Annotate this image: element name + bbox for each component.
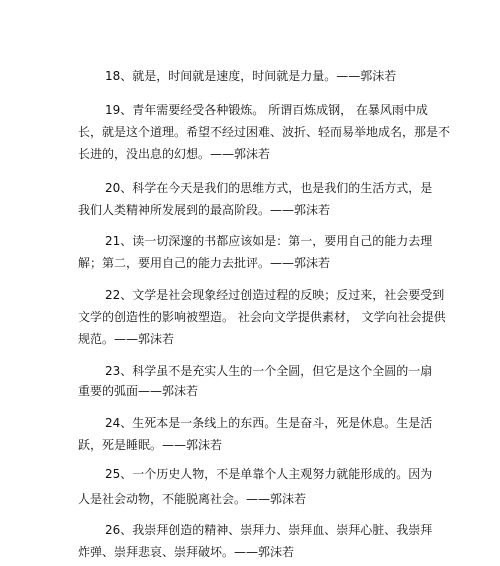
quote-22-line-2: 文学的创造性的影响被塑造。 社会向文学提供素材， 文学向社会提供 [78, 310, 446, 324]
quote-22-line-1: 22、文学是社会现象经过创造过程的反映；反过来，社会要受到 [105, 288, 445, 302]
quote-21-line-2: 解；第二，要用自己的能力去批评。——郭沫若 [78, 256, 331, 270]
quote-24-line-2: 跃，死是睡眠。——郭沫若 [78, 438, 223, 452]
quote-19-line-3: 长进的，没出息的幻想。——郭沫若 [78, 147, 271, 161]
quote-20-line-2: 我们人类精神所发展到的最高阶段。——郭沫若 [78, 203, 331, 217]
quote-23-line-2: 重要的弧面——郭沫若 [78, 384, 199, 398]
quote-21-line-1: 21、读一切深邃的书都应该如是：第一，要用自己的能力去理 [105, 234, 433, 248]
quote-19-line-1: 19、青年需要经受各种锻炼。 所谓百炼成钢， 在暴风雨中成 [105, 103, 428, 117]
quote-19-line-2: 长，就是这个道理。希望不经过困难、波折、轻而易举地成名，那是不 [78, 125, 451, 139]
quote-25-line-1: 25、一个历史人物，不是单靠个人主观努力就能形成的。因为 [105, 467, 433, 481]
quote-20-line-1: 20、科学在今天是我们的思维方式，也是我们的生活方式，是 [105, 181, 433, 195]
quote-23-line-1: 23、科学虽不是充实人生的一个全圆，但它是这个全圆的一扇 [105, 364, 433, 378]
quote-22-line-3: 规范。——郭沫若 [78, 332, 175, 346]
quote-18-line-1: 18、就是，时间就是速度，时间就是力量。——郭沫若 [105, 69, 397, 83]
quote-24-line-1: 24、生死本是一条线上的东西。生是奋斗，死是休息。生是活 [105, 416, 433, 430]
quote-26-line-1: 26、我崇拜创造的精神、崇拜力、崇拜血、崇拜心脏、我崇拜 [105, 523, 433, 537]
quote-25-line-2: 人是社会动物，不能脱离社会。——郭沫若 [78, 492, 307, 506]
quote-26-line-2: 炸弹、崇拜悲哀、崇拜破坏。——郭沫若 [78, 545, 295, 559]
